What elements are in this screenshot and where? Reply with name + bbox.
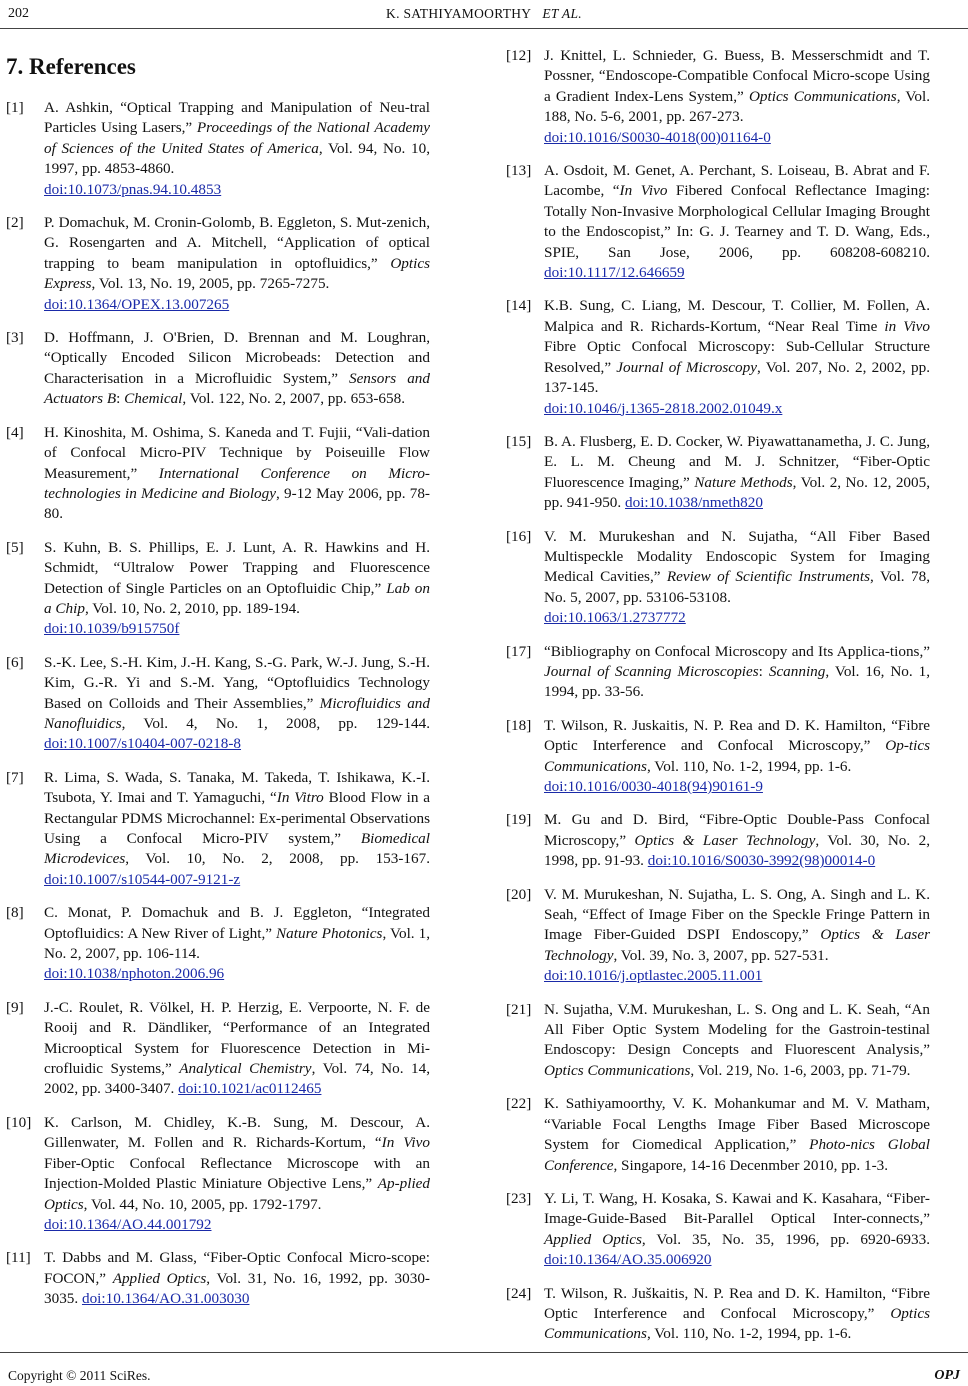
doi-link[interactable]: doi:10.1016/S0030-4018(00)01164-0 xyxy=(544,128,771,146)
reference-text-part: A. Ashkin, “Optical Trapping and Manipulation of Neu-tral Particles Using Lasers,” xyxy=(44,99,430,137)
reference-number: [15] xyxy=(506,432,532,450)
doi-link[interactable]: doi:10.1063/1.2737772 xyxy=(544,609,686,627)
reference-number: [20] xyxy=(506,885,532,903)
reference-item xyxy=(6,213,430,315)
reference-item xyxy=(6,98,430,200)
reference-number: [17] xyxy=(506,642,532,660)
reference-text-part: D. Hoffmann, J. O'Brien, D. Brennan and M. Loughran, “Optically Encoded Silicon Microbeads: Detection and Characterisation in a Microfluidic System,” xyxy=(44,329,430,387)
reference-number: [4] xyxy=(6,423,24,441)
reference-text-part: Fibered Confocal Reflectance Imaging: Totally Non-Invasive Morphological Cellular Imaging Brought to the Endoscopist,” In: G. J. Tearney and T. D. Wang, Eds., SPIE, San Jose, 2006, pp. 608208-608210. xyxy=(544,182,931,261)
reference-item xyxy=(6,1248,430,1309)
page-header xyxy=(0,0,968,30)
reference-text-part: P. Domachuk, M. Cronin-Golomb, B. Eggleton, S. Mut-zenich, G. Rosengarten and A. Mitchell, “Application of optical trapping to beam manipulation in optofluidics,” xyxy=(44,214,430,272)
reference-text-part: : xyxy=(758,662,769,680)
reference-item xyxy=(6,903,430,985)
reference-item xyxy=(506,46,930,148)
doi-link[interactable]: doi:10.1364/OPEX.13.007265 xyxy=(44,295,230,313)
reference-text-part: T. Wilson, R. Juskaitis, N. P. Rea and D. K. Hamilton, “Fibre Optic Interference and Confocal Microscopy,” xyxy=(544,716,930,755)
reference-item xyxy=(506,885,930,987)
reference-number: [12] xyxy=(506,47,532,64)
reference-text xyxy=(544,1094,930,1176)
reference-text xyxy=(44,903,430,985)
reference-italic-title: Optics Communications xyxy=(544,1061,691,1079)
reference-italic-title: Optics Communications xyxy=(748,87,897,105)
reference-number: [7] xyxy=(6,768,24,786)
reference-item xyxy=(6,653,430,755)
reference-number: [14] xyxy=(506,297,532,315)
reference-text-part: , Vol. 16, No. 1, 1994, pp. 33-56. xyxy=(544,662,930,701)
reference-text-part: S. Kuhn, B. S. Phillips, E. J. Lunt, A. R. Hawkins and H. Schmidt, “Ultralow Power Trapping and Fluorescence Detection of Single Particles on an Optofluidic Chip,” xyxy=(44,538,430,597)
reference-italic-title: Applied Optics xyxy=(544,1230,642,1248)
left-column xyxy=(6,46,430,1323)
running-head xyxy=(0,6,968,22)
reference-text-part: , Vol. 30, No. 2, 1998, pp. 91-93. xyxy=(544,831,931,870)
reference-number: [1] xyxy=(6,99,24,116)
reference-text-part: V. M. Murukeshan, N. Sujatha, L. S. Ong, A. Singh and L. K. Seah, “Effect of Image Fiber on the Speckle Fringe Pattern in Image Fiber-Guided DSPI Endoscopy,” xyxy=(544,885,930,944)
reference-item xyxy=(6,538,430,640)
reference-item xyxy=(506,716,930,798)
reference-text-part: : xyxy=(116,390,125,408)
doi-link[interactable]: doi:10.1046/j.1365-2818.2002.01049.x xyxy=(544,399,783,417)
reference-text-part: , Vol. 10, No. 2, 2008, pp. 153-167. xyxy=(125,850,430,868)
reference-item xyxy=(506,810,930,871)
footer-rule xyxy=(0,1352,968,1353)
reference-text xyxy=(44,653,430,755)
reference-text xyxy=(544,46,930,148)
reference-text xyxy=(44,998,430,1100)
reference-text-part: Y. Li, T. Wang, H. Kosaka, S. Kawai and K. Kasahara, “Fiber-Image-Guide-Based Bit-Parallel Optical Inter-connects,” xyxy=(544,1189,930,1228)
header-rule xyxy=(0,28,968,29)
reference-italic-title: Journal of Microscopy xyxy=(616,358,757,376)
reference-text-part: T. Wilson, R. Juškaitis, N. P. Rea and D. K. Hamilton, “Fibre Optic Interference and Confocal Microscopy,” xyxy=(544,1284,930,1322)
reference-text xyxy=(544,296,930,418)
reference-number: [8] xyxy=(6,904,24,922)
doi-link[interactable]: doi:10.1016/0030-4018(94)90161-9 xyxy=(544,778,763,795)
doi-link[interactable]: doi:10.1039/b915750f xyxy=(44,620,180,638)
reference-text xyxy=(544,1284,930,1345)
reference-text-part: J.-C. Roulet, R. Völkel, H. P. Herzig, E. Verpoorte, N. F. de Rooij and R. Dändliker, “Performance of an Integrated Microoptical System for Fluorescence Detection in Mi-crofluidic Systems,” xyxy=(44,998,430,1078)
reference-italic-title: International Conference on Micro-technologies in Medicine and Biology xyxy=(44,464,430,502)
reference-text-part: K. Carlson, M. Chidley, K.-B. Sung, M. Descour, A. Gillenwater, M. Follen and R. Richards-Kortum, “ xyxy=(44,1113,430,1152)
reference-number: [19] xyxy=(506,811,532,829)
reference-text xyxy=(44,1113,430,1235)
reference-italic-title: Optics Communications xyxy=(544,1304,930,1343)
reference-text-part: T. Dabbs and M. Glass, “Fiber-Optic Confocal Micro-scope: FOCON,” xyxy=(44,1249,430,1287)
reference-item xyxy=(506,161,930,283)
reference-item xyxy=(506,1189,930,1271)
reference-text-part: R. Lima, S. Wada, S. Tanaka, M. Takeda, T. Ishikawa, K.-I. Tsubota, Y. Imai and T. Yamaguchi, “ xyxy=(44,768,430,807)
reference-item xyxy=(6,998,430,1100)
reference-list-left xyxy=(6,98,430,1310)
reference-number: [6] xyxy=(6,653,24,671)
reference-italic-title: In Vivo xyxy=(381,1134,430,1152)
reference-text-part: “Bibliography on Confocal Microscopy and Its Applica-tions,” xyxy=(544,642,930,660)
reference-italic-title: in Vivo xyxy=(884,317,930,335)
reference-item xyxy=(506,1094,930,1176)
reference-text xyxy=(544,527,930,629)
reference-text-part: , Vol. 74, No. 14, 2002, pp. 3400-3407. xyxy=(44,1060,431,1098)
doi-link[interactable]: doi:10.1038/nmeth820 xyxy=(625,494,763,512)
reference-text-part: , 9-12 May 2006, pp. 78-80. xyxy=(44,484,430,523)
reference-text-part: K.B. Sung, C. Liang, M. Descour, T. Collier, M. Follen, A. Malpica and R. Richards-Kortum, “Near Real Time xyxy=(544,297,930,335)
reference-italic-title: Proceedings of the National Academy of Sciences of the United States of America xyxy=(44,119,430,157)
reference-text xyxy=(544,716,930,798)
reference-italic-title: Optics & Laser Technology xyxy=(634,831,816,849)
reference-italic-title: Optics & Laser Technology xyxy=(544,926,930,964)
page-number: 202 xyxy=(8,6,29,21)
doi-link[interactable]: doi:10.1073/pnas.94.10.4853 xyxy=(44,180,222,198)
reference-italic-title: Microfluidics and Nanofluidics xyxy=(44,694,430,732)
reference-text-part: Blood Flow in a Rectangular PDMS Microchannel: Ex-perimental Observations Using a Confocal Micro-PIV system,” xyxy=(44,789,431,847)
reference-text-part: , Vol. 110, No. 1-2, 1994, pp. 1-6. xyxy=(646,1325,852,1343)
reference-text-part: , Vol. 219, No. 1-6, 2003, pp. 71-79. xyxy=(690,1061,911,1079)
reference-text-part: C. Monat, P. Domachuk and B. J. Eggleton, “Integrated Optofluidics: A New River of Light,” xyxy=(44,904,430,942)
running-head-author: K. SATHIYAMOORTHY xyxy=(386,6,532,21)
reference-italic-title: Scanning xyxy=(768,662,826,680)
reference-item xyxy=(6,1113,430,1235)
reference-number: [22] xyxy=(506,1095,532,1113)
doi-link[interactable]: doi:10.1117/12.646659 xyxy=(544,264,685,282)
right-column xyxy=(506,46,930,1358)
reference-number: [11] xyxy=(6,1249,31,1267)
reference-item xyxy=(506,527,930,629)
reference-italic-title: Chemical xyxy=(124,390,183,408)
reference-number: [24] xyxy=(506,1284,532,1302)
reference-italic-title: Photo-nics Global Conference xyxy=(544,1136,930,1174)
reference-number: [2] xyxy=(6,214,24,232)
copyright-notice: Copyright © 2011 SciRes. xyxy=(8,1368,151,1383)
reference-text-part: , Vol. 44, No. 10, 2005, pp. 1792-1797. xyxy=(83,1195,322,1213)
reference-text-part: A. Osdoit, M. Genet, A. Perchant, S. Loiseau, B. Abrat and F. Lacombe, “ xyxy=(544,162,930,200)
reference-text-part: , Vol. 207, No. 2, 2002, pp. 137-145. xyxy=(544,358,930,397)
reference-number: [13] xyxy=(506,162,532,180)
reference-text-part: B. A. Flusberg, E. D. Cocker, W. Piyawattanametha, J. C. Jung, E. L. M. Cheung and M. J. Schnitzer, “Fiber-Optic Fluorescence Imaging,” xyxy=(544,432,930,491)
reference-text-part: H. Kinoshita, M. Oshima, S. Kaneda and T. Fujii, “Vali-dation of Confocal Micro-PIV Technique by Poiseuille Flow Measurement,” xyxy=(44,423,430,482)
reference-text xyxy=(44,328,430,410)
reference-number: [23] xyxy=(506,1189,532,1207)
doi-link[interactable]: doi:10.1038/nphoton.2006.96 xyxy=(44,965,225,983)
running-head-et-al: ET AL. xyxy=(542,6,582,21)
reference-text-part: Fibre Optic Confocal Microscopy: Sub-Cellular Structure Resolved,” xyxy=(544,338,930,376)
reference-text xyxy=(44,213,430,315)
reference-number: [21] xyxy=(506,1000,532,1018)
reference-item xyxy=(6,328,430,410)
page-footer xyxy=(0,1346,968,1386)
reference-italic-title: Biomedical Microdevices xyxy=(44,830,430,868)
reference-number: [16] xyxy=(506,527,532,545)
reference-list-right xyxy=(506,46,930,1345)
reference-text xyxy=(44,768,430,890)
reference-number: [10] xyxy=(6,1113,32,1131)
doi-link[interactable]: doi:10.1364/AO.44.001792 xyxy=(44,1215,212,1233)
reference-text-part: N. Sujatha, V.M. Murukeshan, L. S. Ong and L. K. Seah, “An All Fiber Optic System Modeling for the Gastroin-testinal Endoscopy: Design Concepts and Fluorescent Analysis,” xyxy=(544,1000,930,1059)
reference-item xyxy=(6,768,430,890)
journal-abbrev: OPJ xyxy=(934,1368,960,1383)
reference-text-part: , Vol. 31, No. 16, 1992, pp. 3030-3035. xyxy=(44,1269,430,1308)
reference-italic-title: In Vitro xyxy=(276,789,324,807)
reference-text xyxy=(544,642,930,703)
section-title: 7. References xyxy=(6,54,136,79)
reference-italic-title: Ap-plied Optics xyxy=(44,1175,430,1213)
reference-text-part: , Vol. 122, No. 2, 2007, pp. 653-658. xyxy=(182,390,406,408)
reference-text-part: , Vol. 1, No. 2, 2007, pp. 106-114. xyxy=(44,924,430,963)
reference-text-part: J. Knittel, L. Schnieder, G. Buess, B. Messerschmidt and T. Possner, “Endoscope-Compatible Confocal Micro-scope Using a Gradient Index-Lens System,” xyxy=(544,47,930,105)
reference-text xyxy=(544,885,930,987)
doi-link[interactable]: doi:10.1007/s10544-007-9121-z xyxy=(44,870,241,888)
doi-link[interactable]: doi:10.1016/S0030-3992(98)00014-0 xyxy=(647,852,876,870)
reference-text-part: , Vol. 10, No. 2, 2010, pp. 189-194. xyxy=(84,599,300,617)
reference-italic-title: Applied Optics xyxy=(112,1269,207,1287)
reference-italic-title: Op-tics Communications xyxy=(544,737,930,775)
reference-number: [9] xyxy=(6,998,24,1016)
reference-text-part: , Vol. 78, No. 5, 2007, pp. 53106-53108. xyxy=(544,568,930,606)
reference-text-part: , Vol. 39, No. 3, 2007, pp. 527-531. xyxy=(613,946,829,964)
reference-item xyxy=(506,1000,930,1082)
reference-text-part: K. Sathiyamoorthy, V. K. Mohankumar and M. V. Matham, “Variable Focal Lengths Image Fiber Based Microscope System for Ciomedical Application,” xyxy=(544,1095,930,1154)
reference-italic-title: Lab on a Chip xyxy=(44,579,430,617)
reference-italic-title: Analytical Chemistry xyxy=(179,1060,312,1078)
reference-text xyxy=(44,538,430,640)
reference-text xyxy=(44,98,430,200)
reference-text-part: M. Gu and D. Bird, “Fibre-Optic Double-Pass Confocal Microscopy,” xyxy=(544,811,930,849)
reference-italic-title: Nature Photonics xyxy=(276,924,383,942)
reference-number: [5] xyxy=(6,538,24,556)
reference-italic-title: Sensors and Actuators B xyxy=(44,369,430,408)
reference-number: [3] xyxy=(6,329,24,347)
reference-number: [18] xyxy=(506,716,532,734)
reference-text xyxy=(44,423,430,525)
reference-italic-title: Review of Scientific Instruments xyxy=(666,568,871,586)
reference-text-part: , Vol. 2, No. 12, 2005, pp. 941-950. xyxy=(544,473,931,512)
reference-text-part: , Vol. 188, No. 5-6, 2001, pp. 267-273. xyxy=(544,87,930,126)
doi-link[interactable]: doi:10.1007/s10404-007-0218-8 xyxy=(44,735,242,753)
reference-text xyxy=(44,1248,430,1309)
doi-link[interactable]: doi:10.1021/ac0112465 xyxy=(178,1080,322,1098)
reference-item xyxy=(506,642,930,703)
reference-text-part: V. M. Murukeshan and N. Sujatha, “All Fiber Based Multispeckle Modality Endoscopic System for Imaging Medical Cavities,” xyxy=(544,527,930,586)
reference-text xyxy=(544,810,930,871)
doi-link[interactable]: doi:10.1016/j.optlastec.2005.11.001 xyxy=(544,967,763,985)
reference-text-part: , Singapore, 14-16 Decenmber 2010, pp. 1-3. xyxy=(613,1156,889,1174)
reference-italic-title: Optics Express xyxy=(44,254,430,293)
reference-item xyxy=(506,296,930,418)
reference-text-part: , Vol. 94, No. 10, 1997, pp. 4853-4860. xyxy=(44,139,430,178)
reference-text-part: , Vol. 13, No. 19, 2005, pp. 7265-7275. xyxy=(91,275,330,293)
reference-text xyxy=(544,1000,930,1082)
reference-text-part: Fiber-Optic Confocal Reflectance Microscope with an Injection-Molded Plastic Miniature Objective Lens,” xyxy=(44,1154,430,1193)
reference-text-part: S.-K. Lee, S.-H. Kim, J.-H. Kang, S.-G. Park, W.-J. Jung, S.-H. Kim, G.-R. Yi and S.-M. Yang, “Optofluidics Technology Based on Colloids and Their Assemblies,” xyxy=(44,653,430,712)
reference-text xyxy=(544,432,930,514)
reference-italic-title: Nature Methods xyxy=(694,473,793,491)
reference-item xyxy=(506,1284,930,1345)
reference-item xyxy=(6,423,430,525)
reference-text-part: , Vol. 4, No. 1, 2008, pp. 129-144. xyxy=(121,714,430,732)
doi-link[interactable]: doi:10.1364/AO.31.003030 xyxy=(81,1290,250,1308)
reference-text-part: , Vol. 35, No. 35, 1996, pp. 6920-6933. xyxy=(641,1230,930,1248)
reference-item xyxy=(506,432,930,514)
reference-text xyxy=(544,161,930,283)
reference-text xyxy=(544,1189,930,1271)
reference-text-part: , Vol. 110, No. 1-2, 1994, pp. 1-6. xyxy=(646,757,852,775)
doi-link[interactable]: doi:10.1364/AO.35.006920 xyxy=(544,1251,712,1269)
reference-italic-title: In Vivo xyxy=(619,182,668,200)
reference-italic-title: Journal of Scanning Microscopies xyxy=(544,662,759,680)
